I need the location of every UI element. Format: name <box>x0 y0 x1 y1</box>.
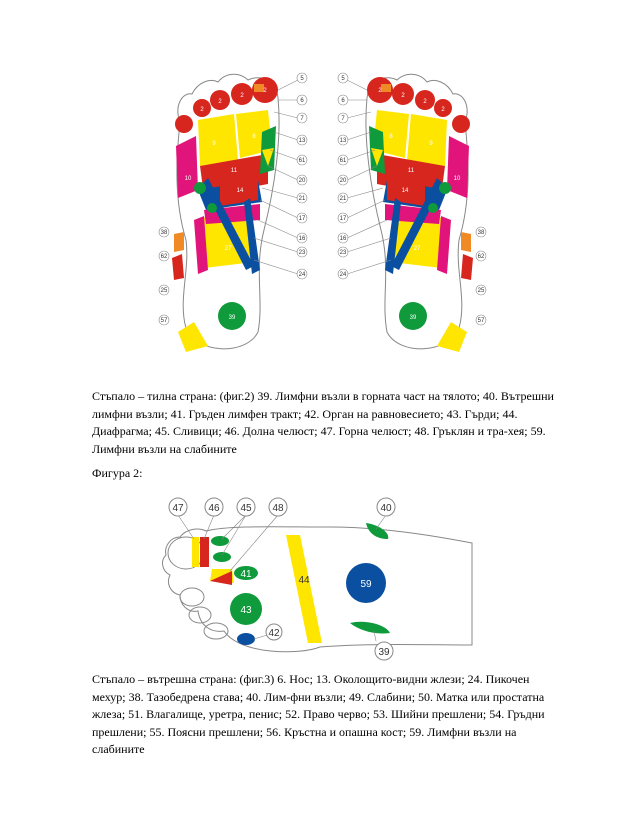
svg-text:61: 61 <box>298 158 306 164</box>
label-44: 44 <box>298 575 310 586</box>
svg-text:13: 13 <box>298 138 306 144</box>
label-61 <box>297 155 307 165</box>
label-13: 13 <box>339 138 347 144</box>
label-38: 38 <box>477 230 485 236</box>
label-6: 6 <box>341 98 345 104</box>
zone-label: 2 <box>441 107 445 113</box>
zone-label: 2 <box>401 93 405 99</box>
svg-text:16: 16 <box>298 236 306 242</box>
zone-label: 39 <box>228 315 236 321</box>
zone-label: 27 <box>224 246 232 252</box>
svg-text:23: 23 <box>298 250 306 256</box>
svg-text:47: 47 <box>172 503 184 514</box>
label-23 <box>297 247 307 257</box>
label-7: 7 <box>341 116 345 122</box>
label-20 <box>297 175 307 185</box>
label-7 <box>297 113 307 123</box>
label-20: 20 <box>339 178 347 184</box>
label-21 <box>297 193 307 203</box>
foot-soles-figure <box>150 70 495 360</box>
zone-label: 8 <box>252 134 256 140</box>
zone-label: 14 <box>236 188 244 194</box>
label-40 <box>377 498 395 516</box>
svg-text:39: 39 <box>378 647 390 658</box>
label-24: 24 <box>339 272 347 278</box>
zone-label: 10 <box>184 176 192 182</box>
svg-text:17: 17 <box>298 216 306 222</box>
label-38 <box>159 227 169 237</box>
zone-label: 8 <box>389 134 393 140</box>
svg-text:21: 21 <box>298 196 306 202</box>
svg-text:24: 24 <box>298 272 306 278</box>
svg-text:38: 38 <box>160 230 168 236</box>
zone-label: 9 <box>429 141 433 147</box>
svg-text:45: 45 <box>240 503 252 514</box>
label-62 <box>159 251 169 261</box>
zone-label: 2 <box>218 99 222 105</box>
label-43: 43 <box>240 605 252 616</box>
left-foot-sole <box>159 73 307 352</box>
zone-label: 11 <box>407 168 415 174</box>
foot-top-figure <box>150 495 480 665</box>
svg-text:25: 25 <box>160 288 168 294</box>
label-25 <box>159 285 169 295</box>
label-42 <box>266 624 282 640</box>
label-17 <box>297 213 307 223</box>
zone-label: 27 <box>413 246 421 252</box>
svg-text:20: 20 <box>298 178 306 184</box>
zone-label: 9 <box>212 141 216 147</box>
zone-label: 2 <box>423 99 427 105</box>
svg-text:57: 57 <box>160 318 168 324</box>
label-24 <box>297 269 307 279</box>
label-61: 61 <box>339 158 347 164</box>
figure-label: Фигура 2: <box>92 466 143 480</box>
svg-text:42: 42 <box>268 628 280 639</box>
label-47 <box>169 498 187 516</box>
label-13 <box>297 135 307 145</box>
zone-label: 2 <box>200 107 204 113</box>
label-25: 25 <box>477 288 485 294</box>
label-59: 59 <box>360 579 372 590</box>
svg-text:7: 7 <box>300 116 304 122</box>
label-57: 57 <box>477 318 485 324</box>
svg-text:5: 5 <box>300 76 304 82</box>
label-21: 21 <box>339 196 347 202</box>
zone-label: 2 <box>263 88 267 94</box>
label-17: 17 <box>339 216 347 222</box>
caption-1: Стъпало – тилна страна: (фиг.2) 39. Лимфни възли в горната част на тялото; 40. Вътрешни лимфни възли; 41. Гръден лимфен тракт; 42. Орган на равновесието; 43. Гърди; 44. Диафрагма; 45. Сливици; 46. Долна челюст; 47. Горна челюст; 48. Гръклян и тра-хея; 59. Лимфни възли на слабините <box>92 389 554 456</box>
zone-label: 2 <box>378 88 382 94</box>
zone-label: 39 <box>409 315 417 321</box>
svg-text:40: 40 <box>380 503 392 514</box>
label-41: 41 <box>240 569 252 580</box>
right-foot-sole <box>338 73 486 352</box>
svg-text:62: 62 <box>160 254 168 260</box>
label-23: 23 <box>339 250 347 256</box>
label-62: 62 <box>477 254 485 260</box>
zone-label: 14 <box>401 188 409 194</box>
svg-text:6: 6 <box>300 98 304 104</box>
label-5 <box>297 73 307 83</box>
label-16: 16 <box>339 236 347 242</box>
label-46 <box>205 498 223 516</box>
label-48 <box>269 498 287 516</box>
label-16 <box>297 233 307 243</box>
label-5: 5 <box>341 76 345 82</box>
caption-2: Стъпало – вътрешна страна: (фиг.3) 6. Нос; 13. Околощито-видни жлези; 24. Пикочен мехур; 38. Тазобедрена става; 40. Лим-фни възли; 49. Слабини; 50. Матка или простатна жлеза; 51. Влагалище, уретра, пенис; 52. Право черво; 53. Шийни прешлени; 54. Гръдни прешлени; 55. Поясни прешлени; 56. Кръстна и опашна кост; 59. Лимфни възли на слабините <box>92 672 545 756</box>
label-6 <box>297 95 307 105</box>
label-57 <box>159 315 169 325</box>
label-39 <box>375 642 393 660</box>
svg-text:48: 48 <box>272 503 284 514</box>
zone-label: 2 <box>240 93 244 99</box>
svg-text:46: 46 <box>208 503 220 514</box>
zone-label: 10 <box>453 176 461 182</box>
label-45 <box>237 498 255 516</box>
zone-label: 11 <box>230 168 238 174</box>
